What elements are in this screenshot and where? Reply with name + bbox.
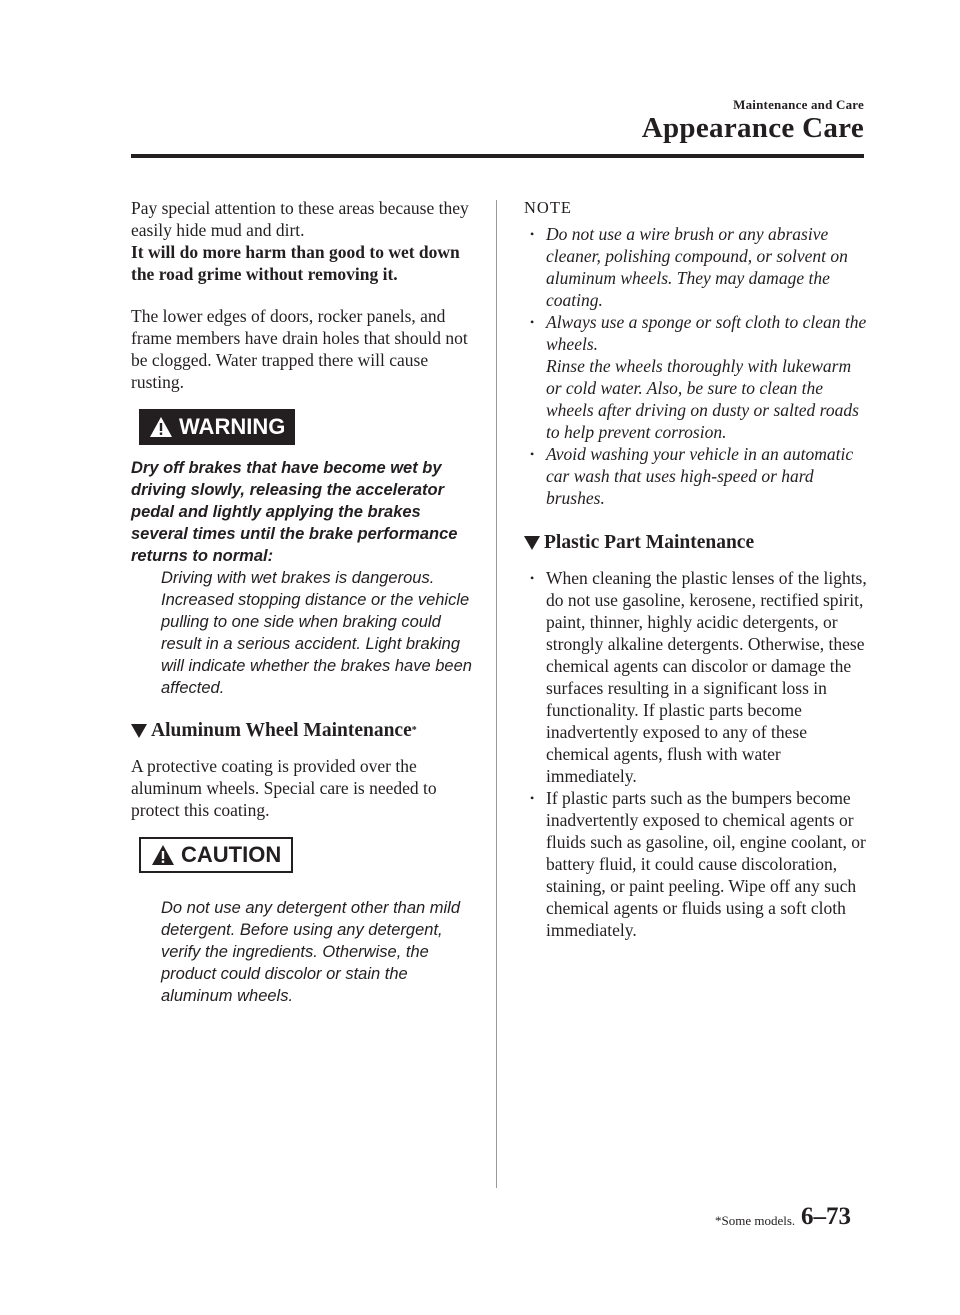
plastic-heading: Plastic Part Maintenance [524, 531, 869, 555]
section-arrow-icon [131, 724, 147, 738]
warning-icon [149, 416, 173, 438]
aluminum-paragraph: A protective coating is provided over the aluminum wheels. Special care is needed to protect this coating. [131, 756, 437, 820]
list-item-continuation: Rinse the wheels thoroughly with lukewarm or cold water. Also, be sure to clean the wheels after driving on dusty or salted roads to help prevent corrosion. [546, 356, 859, 442]
list-item: • Do not use a wire brush or any abrasive cleaner, polishing compound, or solvent on aluminum wheels. They may damage the coating. [524, 223, 869, 311]
asterisk: * [411, 725, 417, 736]
list-item: • When cleaning the plastic lenses of the lights, do not use gasoline, kerosene, rectified spirit, paint, thinner, highly acidic detergents, or strongly alkaline detergents. Otherwise, these chemical agents can discolor or damage the surfaces resulting in a significant loss in functionality. If plastic parts become inadvertently exposed to any of these chemical agents, flush with water immediately. [524, 567, 869, 787]
left-column [131, 197, 476, 1007]
drain-holes-paragraph: The lower edges of doors, rocker panels, and frame members have drain holes that should not be clogged. Water trapped there will cause rusting. [131, 306, 468, 392]
intro-paragraph: Pay special attention to these areas because they easily hide mud and dirt. [131, 198, 469, 240]
column-divider [496, 200, 497, 1188]
note-title: NOTE [524, 198, 572, 217]
plastic-list [524, 567, 869, 941]
warning-heading: Dry off brakes that have become wet by driving slowly, releasing the accelerator pedal and lightly applying the brakes several times until the brake performance returns to normal: [131, 459, 458, 565]
caution-body: Do not use any detergent other than mild detergent. Before using any detergent, verify the ingredients. Otherwise, the product could discolor or stain the aluminum wheels. [161, 899, 461, 1005]
header-rule [131, 154, 864, 158]
caution-icon [151, 844, 175, 866]
section-arrow-icon [524, 536, 540, 550]
footnote: *Some models. [715, 1213, 796, 1228]
page-number: 6–73 [801, 1203, 851, 1230]
section-label: Maintenance and Care [733, 97, 864, 112]
caution-label: CAUTION [181, 842, 282, 867]
note-list [524, 223, 869, 509]
aluminum-heading: Aluminum Wheel Maintenance * [131, 719, 476, 743]
warning-body: Driving with wet brakes is dangerous. Increased stopping distance or the vehicle pulling to one side when braking could result in a serious accident. Light braking will indicate whether the brakes have been affected. [161, 569, 472, 697]
page-title: Appearance Care [641, 112, 864, 144]
right-column [524, 197, 869, 941]
list-item: • Always use a sponge or soft cloth to clean the wheels. [524, 311, 869, 355]
intro-bold-paragraph: It will do more harm than good to wet down the road grime without removing it. [131, 242, 460, 284]
warning-badge [139, 409, 295, 445]
list-item: • If plastic parts such as the bumpers become inadvertently exposed to chemical agents or fluids such as gasoline, oil, engine coolant, or battery fluid, it could cause discoloration, staining, or paint peeling. Wipe off any such chemical agents or fluids using a soft cloth immediately. [524, 787, 869, 941]
list-item: • Avoid washing your vehicle in an automatic car wash that uses high-speed or hard brushes. [524, 443, 869, 509]
warning-label: WARNING [179, 414, 286, 439]
caution-badge [139, 837, 293, 873]
